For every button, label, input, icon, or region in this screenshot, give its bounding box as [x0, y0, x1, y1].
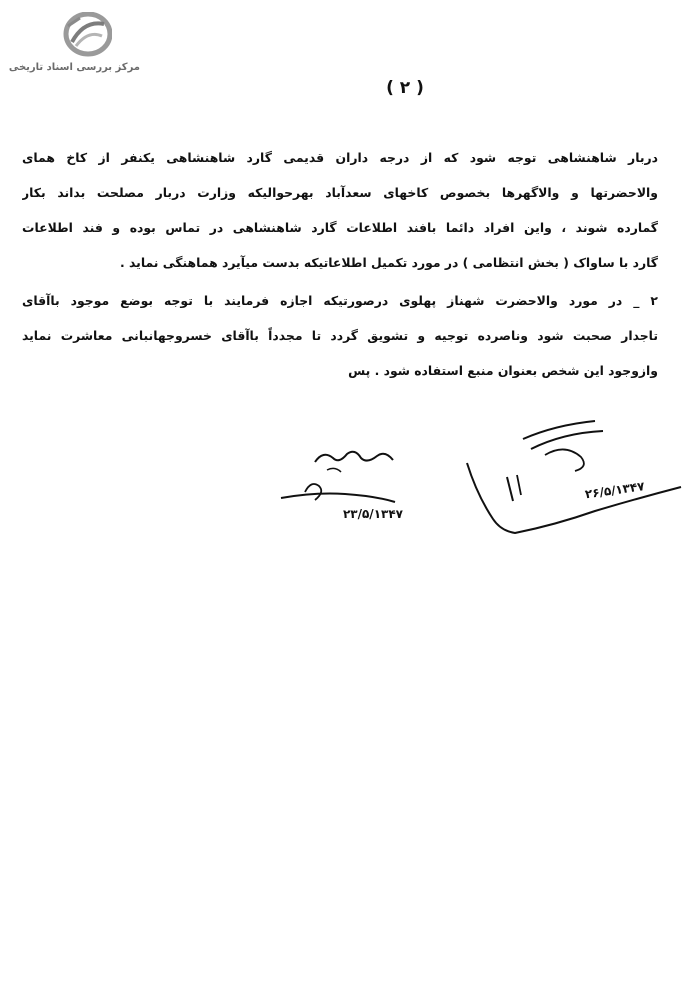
right-signature: [455, 415, 685, 545]
document-line-5: ۲ _ در مورد والاحضرت شهناز پهلوی درصورتیکه اجازه فرمایند با توجه بوضع موجود باآقای: [22, 293, 658, 308]
page-number: ( ۲ ): [386, 78, 424, 98]
document-line-7: وازوجود این شخص بعنوان منبع استفاده شود . پس: [348, 363, 658, 378]
left-signature-date: ۲۳/۵/۱۳۴۷: [342, 507, 403, 521]
archive-logo-text: مرکز بررسی اسناد تاریخی: [8, 62, 140, 73]
document-line-6: تاجدار صحبت شود وناصرده توجیه و تشویق گردد تا مجدداً باآقای خسروجهانبانی معاشرت نماید: [22, 328, 658, 343]
document-line-2: والاحضرتها و والاگهرها بخصوص کاخهای سعدآباد بهرحوالیکه وزارت دربار مصلحت بداند بکار: [22, 185, 658, 200]
archive-emblem-icon: [62, 12, 112, 58]
document-line-3: گمارده شوند ، واین افراد دائما بافند اطلاعات گارد شاهنشاهی در تماس بوده و فند اطلاعات: [22, 220, 658, 235]
archive-logo: [8, 12, 140, 73]
document-body: [22, 140, 658, 388]
document-line-1: دربار شاهنشاهی توجه شود که از درجه داران قدیمی گارد شاهنشاهی یکنفر از کاخ همای: [22, 150, 658, 165]
left-signature: [275, 440, 415, 530]
document-line-4: گارد با ساواک ( بخش انتظامی ) در مورد تکمیل اطلاعاتیکه بدست میآیرد هماهنگی نماید .: [119, 255, 658, 270]
right-signature-date: ۲۶/۵/۱۳۴۷: [584, 479, 646, 502]
